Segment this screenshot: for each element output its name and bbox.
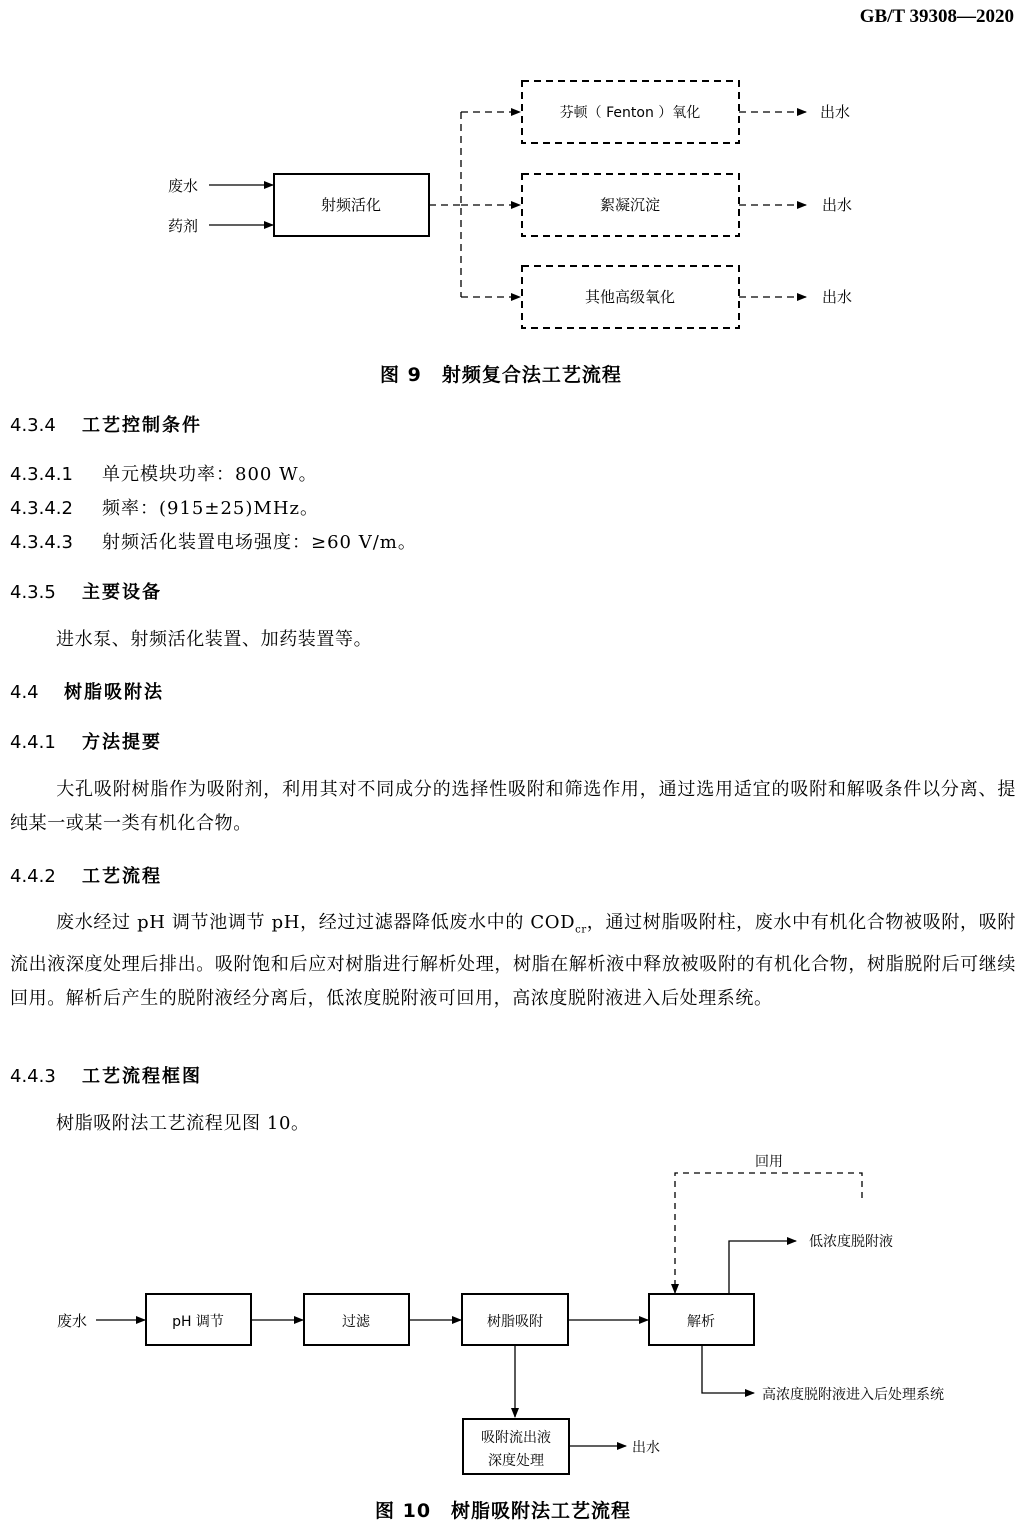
- heading-title: 工艺流程框图: [82, 1066, 202, 1087]
- clause-4-3-4-3: [10, 528, 417, 554]
- heading-title: 方法提要: [82, 732, 162, 753]
- fig9-box-rf-activation-label: 射频活化: [320, 196, 382, 214]
- paragraph-process-flow: [10, 906, 1016, 1016]
- fig9-fenton-label: 芬顿（ Fenton ）氧化: [559, 105, 701, 121]
- fig9-input-wastewater: 废水: [168, 177, 199, 195]
- clause-number: 4.3.4.1: [10, 464, 73, 485]
- heading-title: 主要设备: [82, 582, 162, 603]
- paragraph-text: 树脂吸附法工艺流程见图 10。: [56, 1113, 310, 1134]
- heading-number: 4.4.1: [10, 732, 56, 753]
- fig10-low-conc-label: 低浓度脱附液: [809, 1234, 893, 1250]
- fig10-input-wastewater: 废水: [57, 1312, 88, 1330]
- heading-title: 树脂吸附法: [64, 682, 164, 703]
- heading-title: 工艺流程: [82, 866, 162, 887]
- paragraph-text: 大孔吸附树脂作为吸附剂，利用其对不同成分的选择性吸附和筛选作用，通过选用适宜的吸附和解吸条件以分离、提纯某一或某一类有机化合物。: [10, 779, 1016, 834]
- clause-4-3-4-1: [10, 460, 318, 486]
- heading-4-3-5: [10, 578, 162, 604]
- clause-text: 频率：(915±25)MHz。: [102, 498, 319, 519]
- fig10-recycle-label: 回用: [755, 1154, 783, 1170]
- fig10-high-conc-label: 高浓度脱附液进入后处理系统: [762, 1387, 944, 1403]
- fig10-arrow-high-conc: [702, 1345, 754, 1393]
- fig10-advanced-treatment-line2: 深度处理: [488, 1453, 544, 1469]
- fig10-arrow-low-conc: [729, 1241, 796, 1294]
- fig9-output-3: 出水: [822, 288, 853, 306]
- fig10-box-ph-adjust-label: pH 调节: [172, 1314, 224, 1330]
- heading-number: 4.3.5: [10, 582, 56, 603]
- fig10-box-desorption-label: 解析: [687, 1314, 715, 1330]
- heading-number: 4.4: [10, 682, 39, 703]
- heading-4-4-3: [10, 1062, 202, 1088]
- figure-10-caption: 图 10 树脂吸附法工艺流程: [375, 1500, 632, 1522]
- cod-subscript: cr: [575, 924, 587, 936]
- fig9-output-2: 出水: [822, 196, 853, 214]
- heading-title: 工艺控制条件: [82, 415, 202, 436]
- paragraph-main-equipment: [10, 623, 1016, 657]
- paragraph-figure-reference: [10, 1107, 1016, 1141]
- standard-number: GB/T 39308—2020: [859, 6, 1014, 27]
- paragraph-text: 进水泵、射频活化装置、加药装置等。: [56, 629, 373, 650]
- heading-4-4-2: [10, 862, 162, 888]
- figure-9-flowchart: [0, 0, 1024, 340]
- clause-number: 4.3.4.2: [10, 498, 73, 519]
- fig9-other-oxidation-label: 其他高级氧化: [584, 288, 676, 306]
- fig10-box-filter-label: 过滤: [342, 1314, 370, 1330]
- fig9-output-1: 出水: [820, 103, 851, 121]
- heading-4-3-4: [10, 411, 202, 437]
- clause-text: 单元模块功率：800 W。: [102, 464, 318, 485]
- fig9-flocculation-label: 絮凝沉淀: [599, 196, 661, 214]
- clause-text: 射频活化装置电场强度：≥60 V/m。: [102, 532, 417, 553]
- fig10-box-resin-adsorption-label: 树脂吸附: [487, 1314, 543, 1330]
- fig10-advanced-treatment-line1: 吸附流出液: [481, 1430, 551, 1446]
- figure-10-flowchart: [0, 1140, 1024, 1485]
- heading-number: 4.3.4: [10, 415, 56, 436]
- fig9-input-reagent: 药剂: [168, 217, 199, 235]
- heading-4-4-1: [10, 728, 162, 754]
- clause-number: 4.3.4.3: [10, 532, 73, 553]
- paragraph-text-after: ，通过树脂吸附柱，废水中有机化合物被吸附，吸附流出液深度处理后排出。吸附饱和后应对树脂进行解析处理，树脂在解析液中释放被吸附的有机化合物，树脂脱附后可继续回用。解析后产生的脱附液经分离后，低浓度脱附液可回用，高浓度脱附液进入后处理系统。: [10, 912, 1016, 1009]
- fig10-effluent-label: 出水: [632, 1440, 660, 1456]
- figure-9-caption: 图 9 射频复合法工艺流程: [380, 364, 622, 386]
- paragraph-method-summary: [10, 773, 1016, 841]
- heading-number: 4.4.3: [10, 1066, 56, 1087]
- fig10-recycle-loop: [675, 1173, 862, 1293]
- clause-4-3-4-2: [10, 494, 319, 520]
- heading-number: 4.4.2: [10, 866, 56, 887]
- heading-4-4: [10, 678, 164, 704]
- paragraph-text-before: 废水经过 pH 调节池调节 pH，经过过滤器降低废水中的 COD: [56, 912, 576, 933]
